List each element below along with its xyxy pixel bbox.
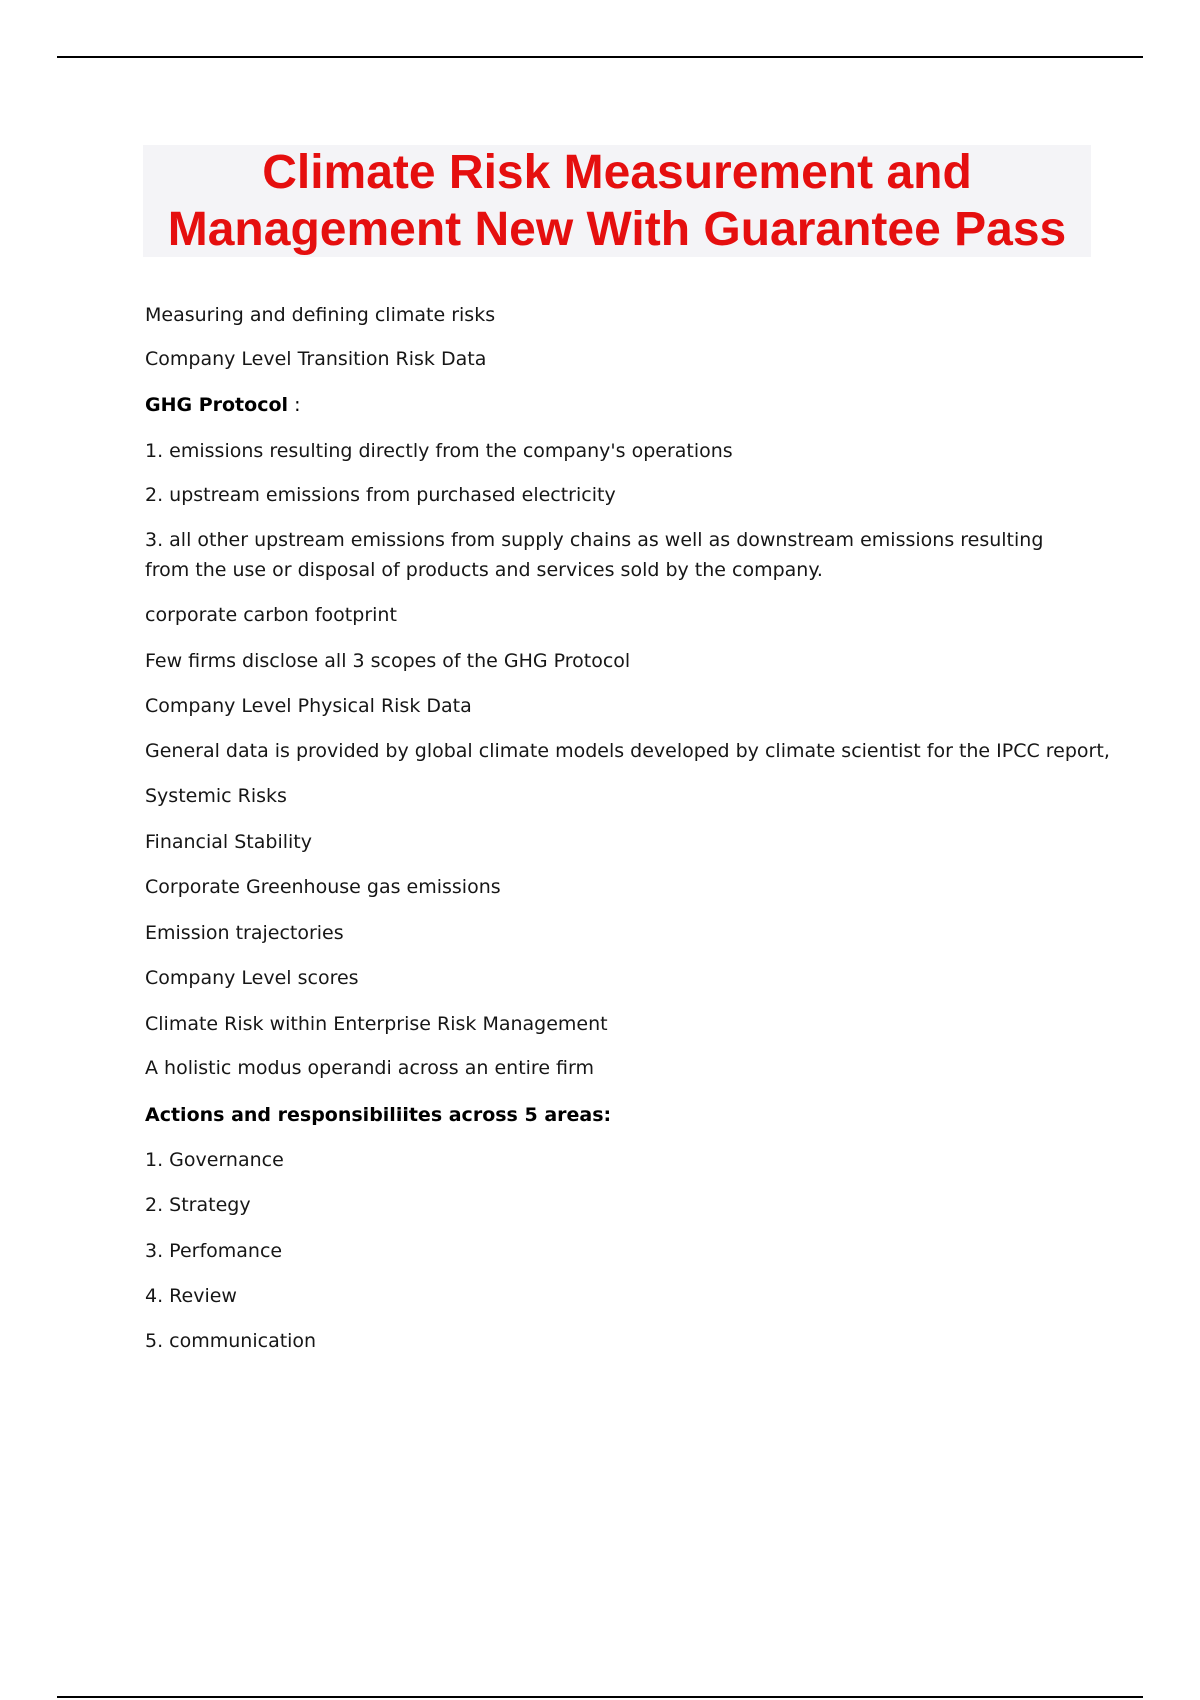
list-item: 4. Review: [145, 1285, 237, 1307]
section-heading-ghg-protocol: [145, 390, 1085, 420]
list-item: 1. Governance: [145, 1149, 284, 1171]
text-line: Company Level Transition Risk Data: [145, 348, 487, 370]
text-line: Corporate Greenhouse gas emissions: [145, 876, 501, 898]
document-title-line-1: Climate Risk Measurement and: [262, 146, 972, 199]
ghg-protocol-label: GHG Protocol: [145, 394, 289, 416]
text-line: General data is provided by global climate models developed by climate scientist for the IPCC report,: [145, 740, 1110, 762]
text-line: Few firms disclose all 3 scopes of the GHG Protocol: [145, 650, 631, 672]
ghg-protocol-colon: :: [288, 394, 301, 416]
top-rule: [57, 56, 1143, 58]
list-item: 2. Strategy: [145, 1194, 251, 1216]
section-heading-actions: Actions and responsibiliites across 5 areas:: [145, 1104, 612, 1126]
title-banner: [143, 145, 1091, 257]
bottom-rule: [57, 1696, 1143, 1698]
text-line: Company Level Physical Risk Data: [145, 695, 472, 717]
text-line: Systemic Risks: [145, 785, 287, 807]
list-item: 5. communication: [145, 1330, 317, 1352]
text-line: Financial Stability: [145, 831, 312, 853]
document-title-line-2: Management New With Guarantee Pass: [167, 203, 1067, 256]
text-line: Company Level scores: [145, 967, 359, 989]
list-item: 3. all other upstream emissions from supply chains as well as downstream emissions resulting from the use or disposal of products and services sold by the company.: [145, 529, 1044, 581]
list-item: 1. emissions resulting directly from the company's operations: [145, 440, 733, 462]
list-item: 2. upstream emissions from purchased electricity: [145, 484, 616, 506]
list-item: 3. Perfomance: [145, 1240, 283, 1262]
text-line: Climate Risk within Enterprise Risk Management: [145, 1013, 608, 1035]
text-line: corporate carbon footprint: [145, 604, 397, 626]
text-line: A holistic modus operandi across an entire firm: [145, 1057, 595, 1079]
text-line: Emission trajectories: [145, 922, 344, 944]
text-line: Measuring and defining climate risks: [145, 304, 496, 326]
